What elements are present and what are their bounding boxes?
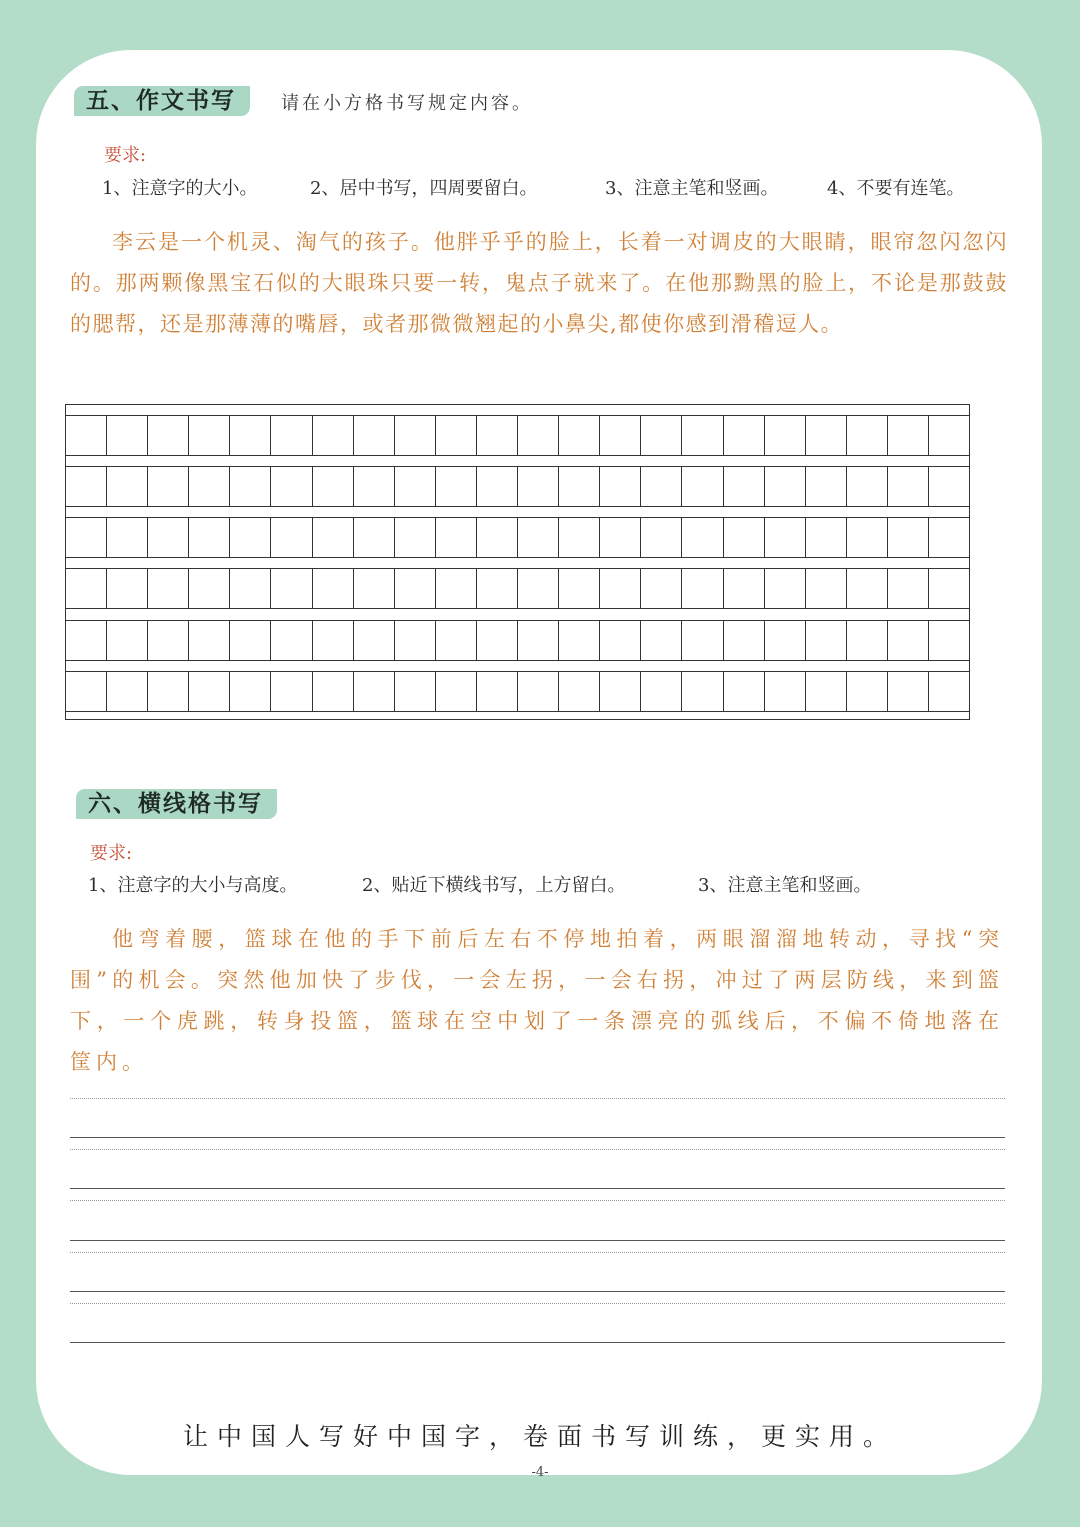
grid-cell[interactable]	[682, 672, 723, 711]
grid-cell[interactable]	[518, 672, 559, 711]
grid-cell[interactable]	[148, 569, 189, 608]
baseline	[70, 1291, 1005, 1292]
grid-cell[interactable]	[477, 467, 518, 506]
grid-cell[interactable]	[929, 569, 969, 608]
dotted-guide-line	[70, 1252, 1005, 1253]
grid-cell[interactable]	[559, 467, 600, 506]
grid-cell[interactable]	[765, 569, 806, 608]
grid-cell[interactable]	[806, 416, 847, 455]
grid-cell[interactable]	[559, 518, 600, 557]
grid-cell[interactable]	[888, 467, 929, 506]
grid-cell[interactable]	[354, 569, 395, 608]
grid-cell[interactable]	[600, 621, 641, 660]
grid-cell[interactable]	[518, 467, 559, 506]
grid-cell[interactable]	[888, 518, 929, 557]
grid-cell[interactable]	[806, 621, 847, 660]
grid-cell[interactable]	[66, 518, 107, 557]
grid-cell[interactable]	[148, 518, 189, 557]
baseline	[70, 1137, 1005, 1138]
grid-cell[interactable]	[888, 621, 929, 660]
grid-cell[interactable]	[148, 621, 189, 660]
grid-cell[interactable]	[107, 518, 148, 557]
grid-cell[interactable]	[436, 569, 477, 608]
grid-cell[interactable]	[641, 467, 682, 506]
character-grid[interactable]	[65, 404, 970, 720]
grid-cell[interactable]	[436, 621, 477, 660]
grid-cell[interactable]	[847, 672, 888, 711]
grid-cell[interactable]	[66, 621, 107, 660]
grid-cell[interactable]	[559, 672, 600, 711]
grid-row	[66, 415, 969, 456]
grid-cell[interactable]	[518, 416, 559, 455]
grid-cell[interactable]	[66, 569, 107, 608]
grid-cell[interactable]	[271, 621, 312, 660]
grid-cell[interactable]	[313, 672, 354, 711]
grid-cell[interactable]	[929, 672, 969, 711]
grid-cell[interactable]	[847, 416, 888, 455]
grid-cell[interactable]	[395, 672, 436, 711]
grid-cell[interactable]	[271, 569, 312, 608]
grid-cell[interactable]	[230, 621, 271, 660]
grid-cell[interactable]	[189, 467, 230, 506]
grid-cell[interactable]	[313, 569, 354, 608]
grid-cell[interactable]	[806, 672, 847, 711]
grid-cell[interactable]	[477, 416, 518, 455]
section-6-passage: 他弯着腰，篮球在他的手下前后左右不停地拍着，两眼溜溜地转动，寻找“突围”的机会。突然他加快了步伐，一会左拐，一会右拐，冲过了两层防线，来到篮下，一个虎跳，转身投篮，篮球在空中划了一条漂亮的弧线后，不偏不倚地落在筐内。	[70, 927, 1004, 1074]
grid-cell[interactable]	[189, 518, 230, 557]
grid-cell[interactable]	[518, 621, 559, 660]
section-6-requirements-label: 要求:	[90, 843, 133, 864]
grid-cell[interactable]	[230, 518, 271, 557]
grid-cell[interactable]	[313, 467, 354, 506]
section-5-passage: 李云是一个机灵、淘气的孩子。他胖乎乎的脸上，长着一对调皮的大眼睛，眼帘忽闪忽闪的。那两颗像黑宝石似的大眼珠只要一转，鬼点子就来了。在他那黝黑的脸上，不论是那鼓鼓的腮帮，还是那薄薄的嘴唇，或者那微微翘起的小鼻尖,都使你感到滑稽逗人。	[70, 230, 1008, 336]
grid-cell[interactable]	[395, 518, 436, 557]
grid-cell[interactable]	[436, 518, 477, 557]
grid-cell[interactable]	[354, 518, 395, 557]
grid-cell[interactable]	[641, 416, 682, 455]
baseline	[70, 1240, 1005, 1241]
grid-cell[interactable]	[313, 621, 354, 660]
grid-cell[interactable]	[600, 416, 641, 455]
grid-cell[interactable]	[765, 416, 806, 455]
grid-cell[interactable]	[806, 569, 847, 608]
grid-cell[interactable]	[518, 569, 559, 608]
grid-cell[interactable]	[66, 416, 107, 455]
grid-cell[interactable]	[888, 672, 929, 711]
grid-cell[interactable]	[189, 416, 230, 455]
section-5-tag: 五、作文书写	[74, 86, 250, 116]
section-6-tag: 六、横线格书写	[76, 789, 277, 819]
grid-cell[interactable]	[477, 518, 518, 557]
grid-cell[interactable]	[148, 672, 189, 711]
requirement-item: 1、注意字的大小。	[102, 178, 258, 199]
grid-row	[66, 466, 969, 507]
grid-cell[interactable]	[271, 518, 312, 557]
grid-cell[interactable]	[600, 569, 641, 608]
grid-cell[interactable]	[559, 569, 600, 608]
grid-cell[interactable]	[271, 672, 312, 711]
grid-cell[interactable]	[189, 672, 230, 711]
grid-cell[interactable]	[724, 416, 765, 455]
section-5-instruction: 请在小方格书写规定内容。	[281, 93, 533, 114]
grid-row	[66, 671, 969, 712]
dotted-guide-line	[70, 1303, 1005, 1304]
grid-row	[66, 620, 969, 661]
grid-cell[interactable]	[682, 416, 723, 455]
grid-cell[interactable]	[107, 672, 148, 711]
dotted-guide-line	[70, 1098, 1005, 1099]
grid-cell[interactable]	[847, 518, 888, 557]
grid-cell[interactable]	[66, 467, 107, 506]
dotted-guide-line	[70, 1200, 1005, 1201]
grid-cell[interactable]	[559, 621, 600, 660]
grid-cell[interactable]	[477, 672, 518, 711]
grid-cell[interactable]	[600, 467, 641, 506]
grid-cell[interactable]	[600, 672, 641, 711]
grid-cell[interactable]	[682, 467, 723, 506]
grid-row	[66, 568, 969, 609]
grid-cell[interactable]	[641, 621, 682, 660]
grid-cell[interactable]	[600, 518, 641, 557]
grid-cell[interactable]	[107, 621, 148, 660]
grid-cell[interactable]	[107, 416, 148, 455]
requirement-item: 3、注意主笔和竖画。	[605, 178, 779, 199]
grid-cell[interactable]	[354, 416, 395, 455]
grid-cell[interactable]	[929, 621, 969, 660]
grid-cell[interactable]	[847, 569, 888, 608]
grid-cell[interactable]	[724, 518, 765, 557]
grid-cell[interactable]	[724, 621, 765, 660]
grid-cell[interactable]	[395, 569, 436, 608]
grid-cell[interactable]	[395, 416, 436, 455]
section-5-requirements	[102, 174, 964, 200]
baseline	[70, 1342, 1005, 1343]
grid-cell[interactable]	[107, 569, 148, 608]
grid-cell[interactable]	[395, 467, 436, 506]
baseline	[70, 1188, 1005, 1189]
grid-cell[interactable]	[559, 416, 600, 455]
grid-cell[interactable]	[847, 621, 888, 660]
dotted-guide-line	[70, 1149, 1005, 1150]
grid-cell[interactable]	[354, 621, 395, 660]
grid-cell[interactable]	[724, 569, 765, 608]
grid-cell[interactable]	[765, 621, 806, 660]
grid-cell[interactable]	[765, 467, 806, 506]
section-5-requirements-label: 要求:	[104, 145, 147, 166]
grid-cell[interactable]	[724, 467, 765, 506]
grid-cell[interactable]	[518, 518, 559, 557]
grid-cell[interactable]	[230, 569, 271, 608]
section-6-requirements	[88, 871, 871, 897]
requirement-item: 2、贴近下横线书写，上方留白。	[362, 875, 626, 896]
grid-cell[interactable]	[641, 569, 682, 608]
grid-cell[interactable]	[271, 416, 312, 455]
requirement-item: 4、不要有连笔。	[827, 178, 965, 199]
grid-cell[interactable]	[271, 467, 312, 506]
grid-cell[interactable]	[724, 672, 765, 711]
grid-cell[interactable]	[189, 621, 230, 660]
grid-cell[interactable]	[436, 467, 477, 506]
grid-cell[interactable]	[230, 467, 271, 506]
grid-cell[interactable]	[148, 467, 189, 506]
requirement-item: 1、注意字的大小与高度。	[88, 875, 298, 896]
grid-cell[interactable]	[682, 621, 723, 660]
grid-cell[interactable]	[806, 518, 847, 557]
grid-cell[interactable]	[436, 416, 477, 455]
grid-cell[interactable]	[107, 467, 148, 506]
footer-slogan: 让中国人写好中国字，卷面书写训练，更实用。	[182, 1422, 897, 1451]
grid-cell[interactable]	[354, 672, 395, 711]
requirement-item: 3、注意主笔和竖画。	[698, 875, 872, 896]
grid-cell[interactable]	[477, 569, 518, 608]
grid-cell[interactable]	[929, 518, 969, 557]
grid-cell[interactable]	[436, 672, 477, 711]
grid-cell[interactable]	[189, 569, 230, 608]
grid-cell[interactable]	[148, 416, 189, 455]
grid-cell[interactable]	[354, 467, 395, 506]
grid-cell[interactable]	[641, 672, 682, 711]
grid-cell[interactable]	[395, 621, 436, 660]
grid-cell[interactable]	[477, 621, 518, 660]
grid-cell[interactable]	[929, 416, 969, 455]
grid-cell[interactable]	[888, 569, 929, 608]
grid-cell[interactable]	[929, 467, 969, 506]
grid-cell[interactable]	[806, 467, 847, 506]
grid-cell[interactable]	[313, 416, 354, 455]
grid-cell[interactable]	[641, 518, 682, 557]
grid-cell[interactable]	[313, 518, 354, 557]
grid-cell[interactable]	[847, 467, 888, 506]
grid-cell[interactable]	[765, 518, 806, 557]
grid-cell[interactable]	[888, 416, 929, 455]
requirement-item: 2、居中书写，四周要留白。	[310, 178, 538, 199]
page-number: -4-	[531, 1465, 549, 1480]
grid-row	[66, 517, 969, 558]
grid-cell[interactable]	[765, 672, 806, 711]
grid-cell[interactable]	[230, 416, 271, 455]
grid-cell[interactable]	[66, 672, 107, 711]
grid-cell[interactable]	[230, 672, 271, 711]
grid-cell[interactable]	[682, 569, 723, 608]
grid-cell[interactable]	[682, 518, 723, 557]
